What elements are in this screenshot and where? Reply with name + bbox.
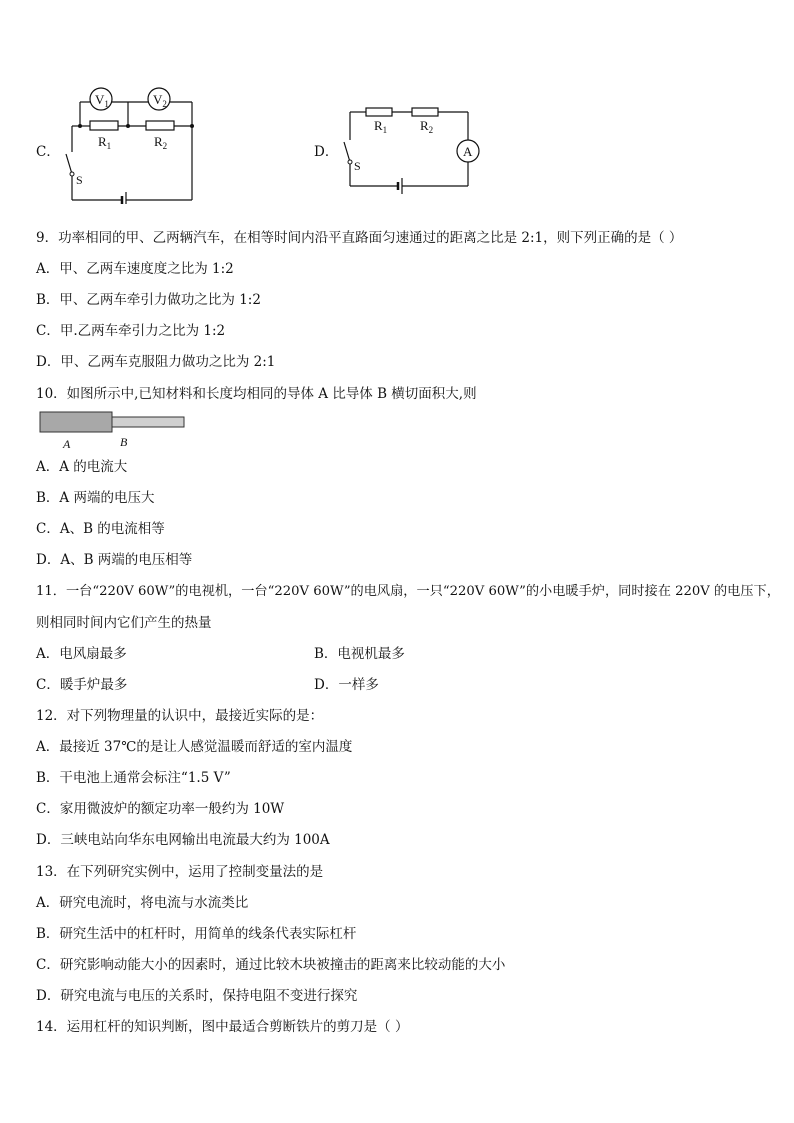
q13-stem: 13．在下列研究实例中，运用了控制变量法的是 — [36, 864, 324, 880]
q9-option-d: D．甲、乙两车克服阻力做功之比为 2:1 — [36, 354, 276, 370]
conductor-a-label: A — [63, 437, 71, 451]
q11-stem-line1: 11．一台“220V 60W”的电视机，一台“220V 60W”的电风扇，一只“220V 60W”的小电暖手炉，同时接在 220V 的电压下， — [36, 584, 780, 599]
option-c-label: C． — [36, 144, 60, 160]
q9-stem: 9．功率相同的甲、乙两辆汽车，在相等时间内沿平直路面匀速通过的距离之比是 2:1，则下列正确的是（ ） — [36, 230, 683, 246]
q11-option-b: B．电视机最多 — [314, 646, 405, 662]
option-d-label: D． — [314, 144, 339, 160]
q14-stem: 14．运用杠杆的知识判断，图中最适合剪断铁片的剪刀是（ ） — [36, 1019, 409, 1035]
switch-label: S — [76, 173, 83, 187]
circuit-c-diagram — [60, 84, 200, 204]
q10-option-a: A．A 的电流大 — [36, 459, 128, 475]
q12-option-c: C．家用微波炉的额定功率一般约为 10W — [36, 801, 285, 817]
q11-option-d: D．一样多 — [314, 677, 379, 693]
q11-stem-line2: 则相同时间内它们产生的热量 — [36, 615, 212, 631]
q12-option-b: B．干电池上通常会标注“1.5 V” — [36, 770, 231, 786]
q11-option-a: A．电风扇最多 — [36, 646, 127, 662]
q9-option-c: C．甲.乙两车牵引力之比为 1:2 — [36, 323, 226, 339]
q13-option-c: C．研究影响动能大小的因素时，通过比较木块被撞击的距离来比较动能的大小 — [36, 957, 506, 973]
conductor-figure — [38, 410, 198, 452]
q9-option-b: B．甲、乙两车牵引力做功之比为 1:2 — [36, 292, 261, 308]
switch-label: S — [354, 159, 361, 173]
q10-option-d: D．A、B 两端的电压相等 — [36, 552, 193, 568]
r2-label: $R_2$ — [420, 118, 434, 135]
q13-option-b: B．研究生活中的杠杆时，用简单的线条代表实际杠杆 — [36, 926, 357, 942]
r1-label: $R_1$ — [374, 118, 388, 135]
q9-option-a: A．甲、乙两车速度度之比为 1:2 — [36, 261, 234, 277]
q10-stem: 10．如图所示中,已知材料和长度均相同的导体 A 比导体 B 横切面积大,则 — [36, 386, 477, 402]
circuit-d-diagram — [336, 100, 486, 196]
ammeter-symbol: A — [463, 144, 473, 159]
v2-symbol: $V_2$ — [153, 92, 167, 109]
conductor-b-label: B — [120, 435, 128, 449]
r2-label: $R_2$ — [154, 134, 168, 151]
q12-option-d: D．三峡电站向华东电网输出电流最大约为 100A — [36, 832, 330, 848]
q12-stem: 12．对下列物理量的认识中，最接近实际的是： — [36, 708, 324, 724]
q13-option-a: A．研究电流时，将电流与水流类比 — [36, 895, 249, 911]
q10-option-b: B．A 两端的电压大 — [36, 490, 155, 506]
q13-option-d: D．研究电流与电压的关系时，保持电阻不变进行探究 — [36, 988, 358, 1004]
q10-option-c: C．A、B 的电流相等 — [36, 521, 165, 537]
r1-label: $R_1$ — [98, 134, 112, 151]
q12-option-a: A．最接近 37℃的是让人感觉温暖而舒适的室内温度 — [36, 739, 353, 755]
q11-option-c: C．暖手炉最多 — [36, 677, 128, 693]
v1-symbol: $V_1$ — [95, 92, 109, 109]
